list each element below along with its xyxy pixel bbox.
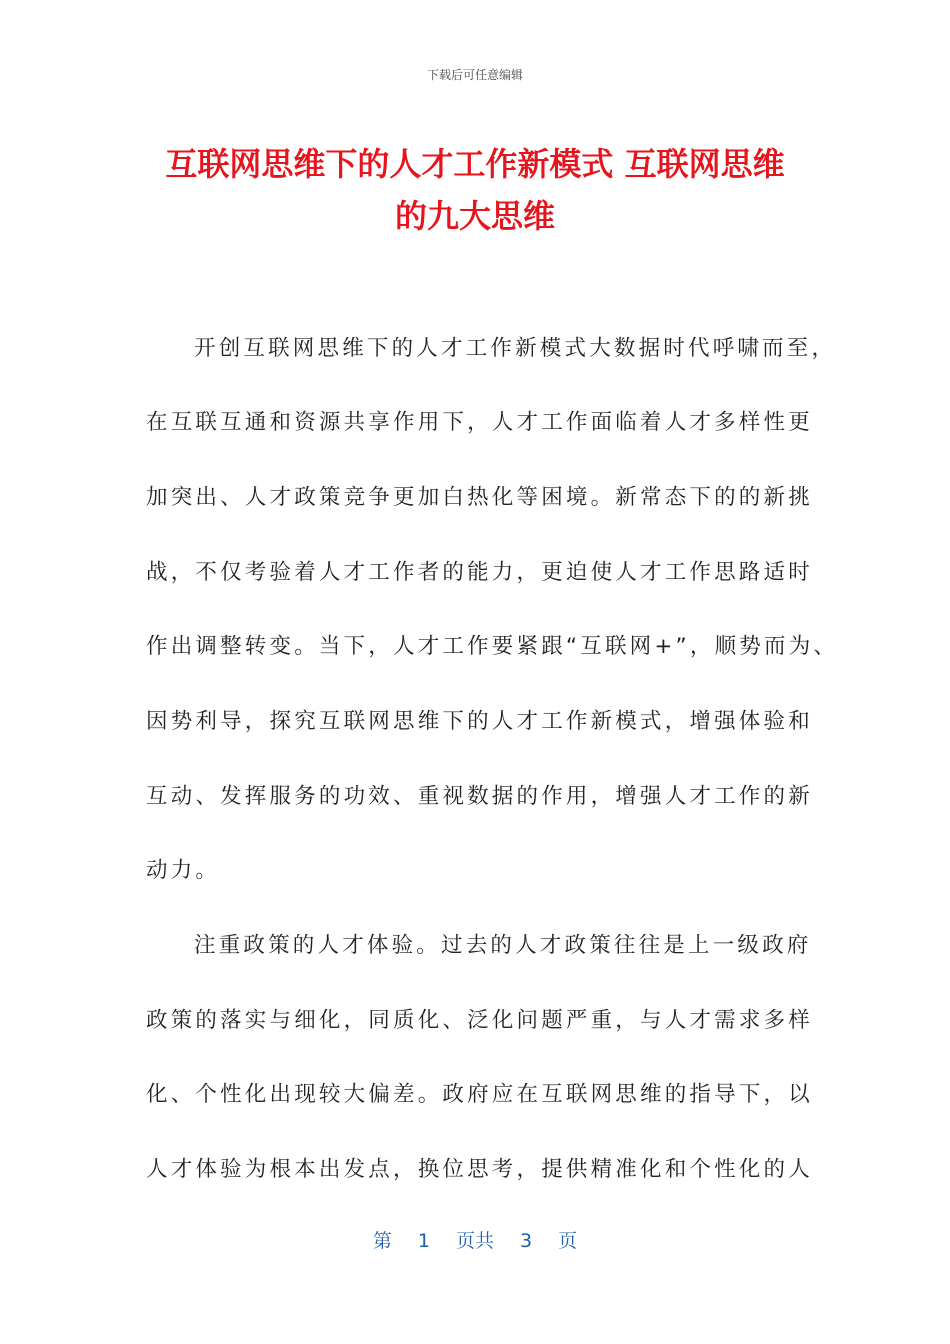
footer-current-page: 1 xyxy=(417,1230,430,1252)
paragraph-1-line-7: 互动、发挥服务的功效、重视数据的作用，增强人才工作的新 xyxy=(146,784,813,809)
paragraph-1-line-4: 战，不仅考验着人才工作者的能力，更迫使人才工作思路适时 xyxy=(146,560,813,585)
footer-total-pages: 3 xyxy=(520,1230,533,1252)
footer-prefix: 第 xyxy=(372,1230,392,1252)
document-title xyxy=(100,138,850,242)
footer-middle: 页共 xyxy=(455,1230,494,1252)
paragraph-2-line-4: 人才体验为根本出发点，换位思考，提供精准化和个性化的人 xyxy=(146,1157,813,1182)
paragraph-1-line-1: 开创互联网思维下的人才工作新模式大数据时代呼啸而至， xyxy=(194,336,837,361)
paragraph-2-line-2: 政策的落实与细化，同质化、泛化问题严重，与人才需求多样 xyxy=(146,1008,813,1033)
paragraph-1-line-2: 在互联互通和资源共享作用下，人才工作面临着人才多样性更 xyxy=(146,410,813,435)
page-footer xyxy=(0,1226,950,1253)
paragraph-2-line-1: 注重政策的人才体验。过去的人才政策往往是上一级政府 xyxy=(194,933,812,958)
header-note: 下载后可任意编辑 xyxy=(426,68,523,82)
paragraph-1-line-8: 动力。 xyxy=(146,858,221,883)
title-line-1: 互联网思维下的人才工作新模式 互联网思维 xyxy=(165,145,785,183)
paragraph-1-line-6: 因势利导，探究互联网思维下的人才工作新模式，增强体验和 xyxy=(146,709,813,734)
paragraph-1-line-5: 作出调整转变。当下，人才工作要紧跟“互联网+”，顺势而为、 xyxy=(146,634,839,659)
paragraph-1-line-3: 加突出、人才政策竞争更加白热化等困境。新常态下的的新挑 xyxy=(146,485,813,510)
footer-suffix: 页 xyxy=(558,1230,578,1252)
paragraph-2-line-3: 化、个性化出现较大偏差。政府应在互联网思维的指导下，以 xyxy=(146,1082,813,1107)
title-line-2: 的九大思维 xyxy=(394,197,555,235)
